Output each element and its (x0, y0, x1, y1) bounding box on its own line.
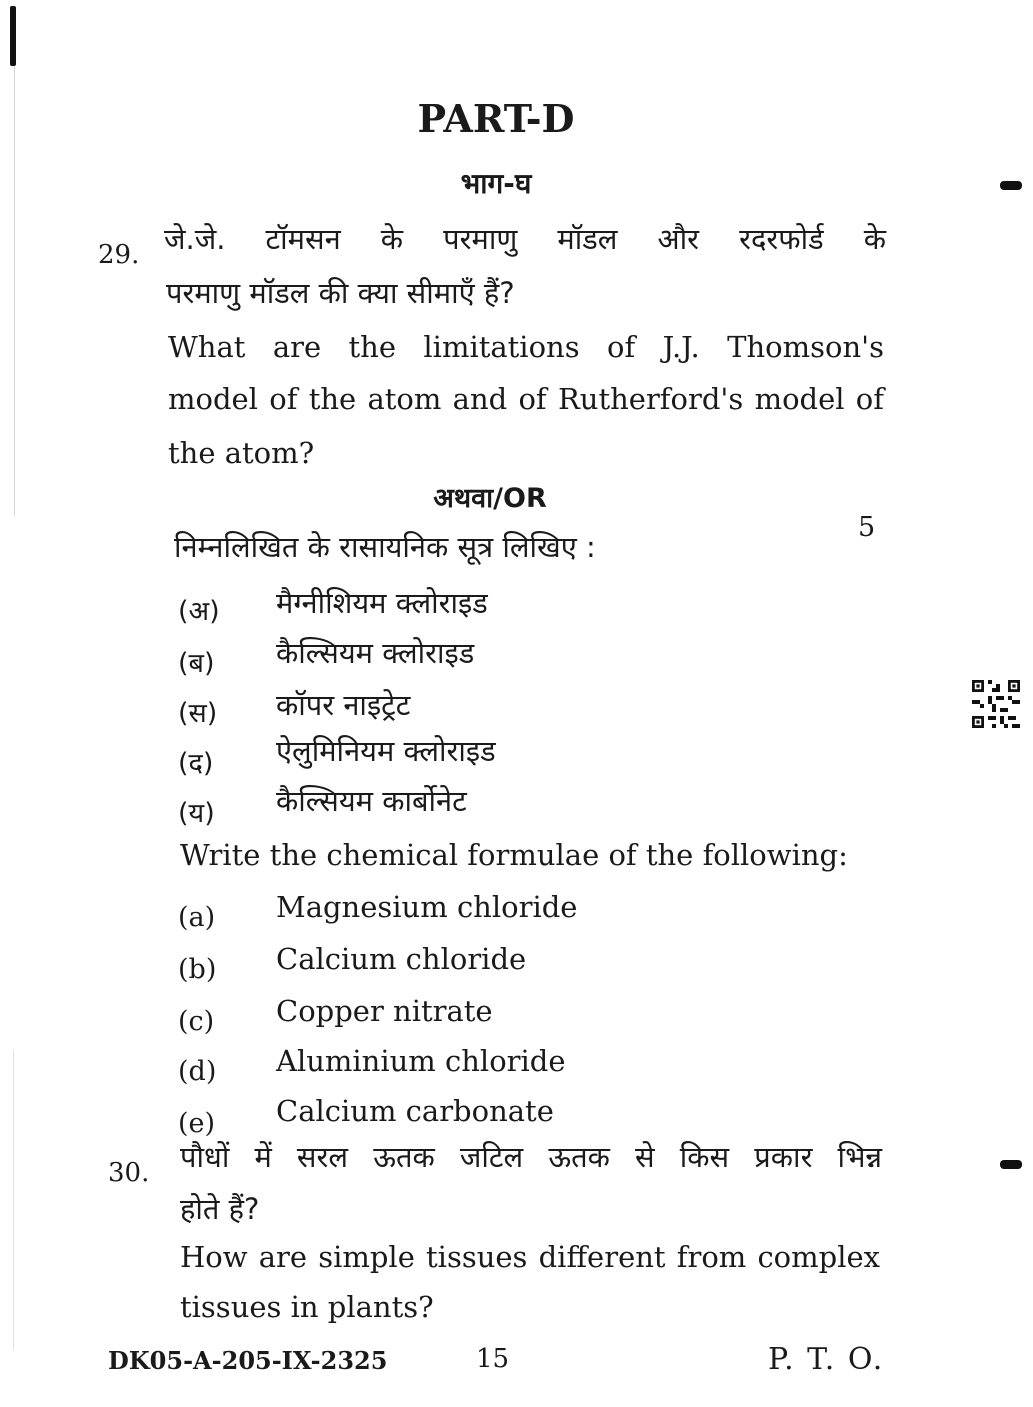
question-hindi-line: परमाणु मॉडल की क्या सीमाएँ हैं? (166, 276, 515, 310)
sub-item-text: कैल्सियम कार्बोनेट (276, 784, 467, 818)
sub-item-text: Calcium chloride (276, 942, 527, 976)
scan-mark (10, 6, 16, 66)
alternative-hindi-intro: निम्नलिखित के रासायनिक सूत्र लिखिए : (174, 530, 596, 564)
sub-item-text: Magnesium chloride (276, 890, 578, 924)
scan-edge-line (14, 66, 15, 516)
qr-code-icon (972, 680, 1020, 728)
sub-item-label: (ब) (178, 648, 215, 679)
sub-item-label: (d) (178, 1056, 217, 1087)
question-number: 30. (108, 1158, 150, 1188)
sub-item-text: Calcium carbonate (276, 1094, 554, 1128)
page-number: 15 (476, 1344, 510, 1374)
sub-item-text: कैल्सियम क्लोराइड (276, 636, 475, 670)
alternative-english-intro: Write the chemical formulae of the following: (180, 838, 848, 872)
sub-item-text: Aluminium chloride (276, 1044, 566, 1078)
sub-item-text: ऐलुमिनियम क्लोराइड (276, 734, 496, 768)
question-number: 29. (98, 240, 140, 270)
sub-item-label: (e) (178, 1108, 216, 1139)
sub-item-label: (द) (178, 748, 214, 779)
sub-item-label: (अ) (178, 596, 220, 627)
question-english-line: What are the limitations of J.J. Thomson's (168, 330, 884, 364)
sub-item-label: (य) (178, 798, 215, 829)
sub-item-label: (c) (178, 1006, 215, 1037)
question-english-line: model of the atom and of Rutherford's model of (168, 382, 884, 416)
sub-item-label: (b) (178, 954, 217, 985)
question-english-line: tissues in plants? (180, 1290, 434, 1324)
scan-edge-line (13, 1050, 14, 1350)
paper-code: DK05-A-205-IX-2325 (108, 1346, 388, 1375)
sub-item-text: कॉपर नाइट्रेट (276, 688, 411, 722)
question-hindi-line: होते हैं? (180, 1192, 260, 1226)
sub-item-label: (a) (178, 902, 216, 933)
question-english-line: the atom? (168, 436, 315, 470)
please-turn-over: P. T. O. (768, 1342, 885, 1377)
or-separator: अथवा/OR (433, 483, 547, 514)
sub-item-label: (स) (178, 698, 218, 729)
margin-mark (1000, 181, 1022, 190)
question-hindi-line: जे.जे. टॉमसन के परमाणु मॉडल और रदरफोर्ड के (164, 222, 886, 256)
part-title-hindi: भाग-घ (460, 167, 532, 200)
marks-label: 5 (858, 512, 876, 543)
sub-item-text: Copper nitrate (276, 994, 493, 1028)
margin-mark (1000, 1160, 1022, 1169)
question-english-line: How are simple tissues different from complex (180, 1240, 880, 1274)
part-title: PART-D (417, 96, 575, 141)
sub-item-text: मैग्नीशियम क्लोराइड (276, 586, 488, 620)
question-hindi-line: पौधों में सरल ऊतक जटिल ऊतक से किस प्रकार भिन्न (180, 1140, 882, 1174)
